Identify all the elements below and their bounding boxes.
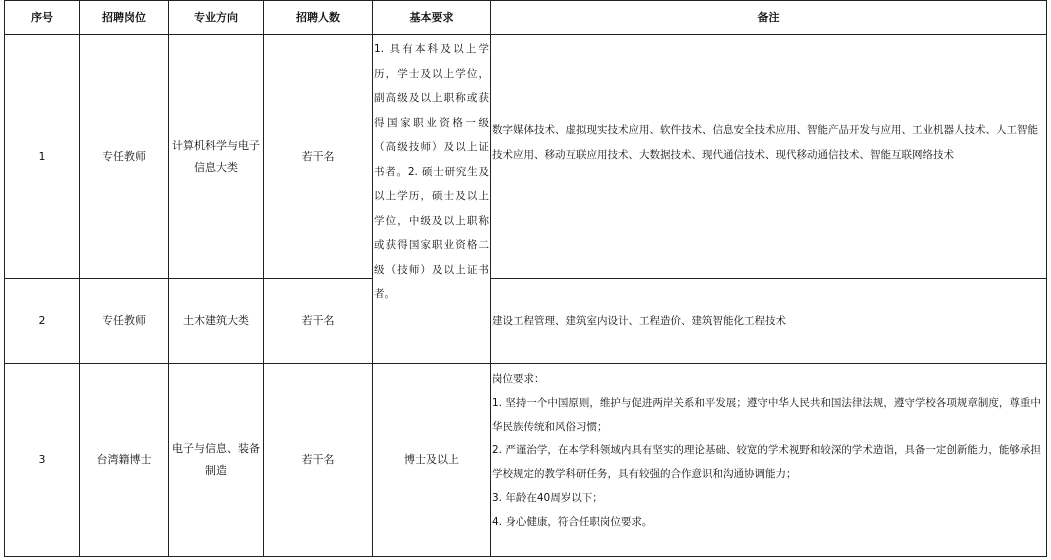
header-notes: 备注 [757, 10, 780, 24]
grid-line [4, 556, 1047, 557]
header-no: 序号 [31, 10, 53, 24]
row3-count: 若干名 [301, 453, 335, 466]
row3-no: 3 [38, 453, 46, 466]
row3-notes [492, 368, 1044, 535]
header-major: 专业方向 [194, 10, 238, 24]
row3-notes-line: 1. 坚持一个中国原则，维护与促进两岸关系和平发展；遵守中华人民共和国法律法规，遵守学校各项规章制度，尊重中华民族传统和风俗习惯； [492, 396, 1041, 433]
row3-requirement: 博士及以上 [404, 453, 459, 466]
row3-notes-line: 岗位要求： [492, 373, 545, 385]
grid-line [490, 278, 1047, 279]
header-count: 招聘人数 [296, 10, 340, 24]
row1-position: 专任教师 [102, 149, 146, 163]
row2-major: 土木建筑大类 [183, 314, 249, 327]
row3-notes-line: 4. 身心健康，符合任职岗位要求。 [492, 515, 653, 528]
row3-major: 电子与信息、装备制造 [172, 442, 260, 477]
shared-requirement: 1. 具有本科及以上学历，学士及以上学位，副高级及以上职称或获得国家职业资格一级（高级技师）及以上证书者。2. 硕士研究生及以上学历，硕士及以上学位，中级及以上职称或获得国家职业资格二级（技师）及以上证书者。 [374, 43, 489, 300]
row3-notes-line: 3. 年龄在40周岁以下； [492, 491, 603, 504]
row3-notes-line: 2. 严谨治学，在本学科领域内具有坚实的理论基础、较宽的学术视野和较深的学术造诣，具备一定创新能力，能够承担学校规定的教学科研任务，具有较强的合作意识和沟通协调能力； [492, 444, 1041, 481]
header-position: 招聘岗位 [102, 10, 146, 24]
row1-count: 若干名 [301, 149, 335, 163]
row3-position: 台湾籍博士 [96, 453, 152, 466]
row1-notes: 数字媒体技术、虚拟现实技术应用、软件技术、信息安全技术应用、智能产品开发与应用、工业机器人技术、人工智能技术应用、移动互联应用技术、大数据技术、现代通信技术、现代移动通信技术、智能互联网络技术 [492, 124, 1038, 161]
row2-count: 若干名 [301, 314, 335, 327]
row2-no: 2 [38, 314, 46, 327]
row2-notes: 建设工程管理、建筑室内设计、工程造价、建筑智能化工程技术 [492, 315, 786, 327]
header-requirement: 基本要求 [409, 10, 454, 24]
row1-major: 计算机科学与电子信息大类 [172, 138, 260, 174]
row1-no: 1 [38, 149, 46, 163]
row2-position: 专任教师 [102, 314, 146, 327]
